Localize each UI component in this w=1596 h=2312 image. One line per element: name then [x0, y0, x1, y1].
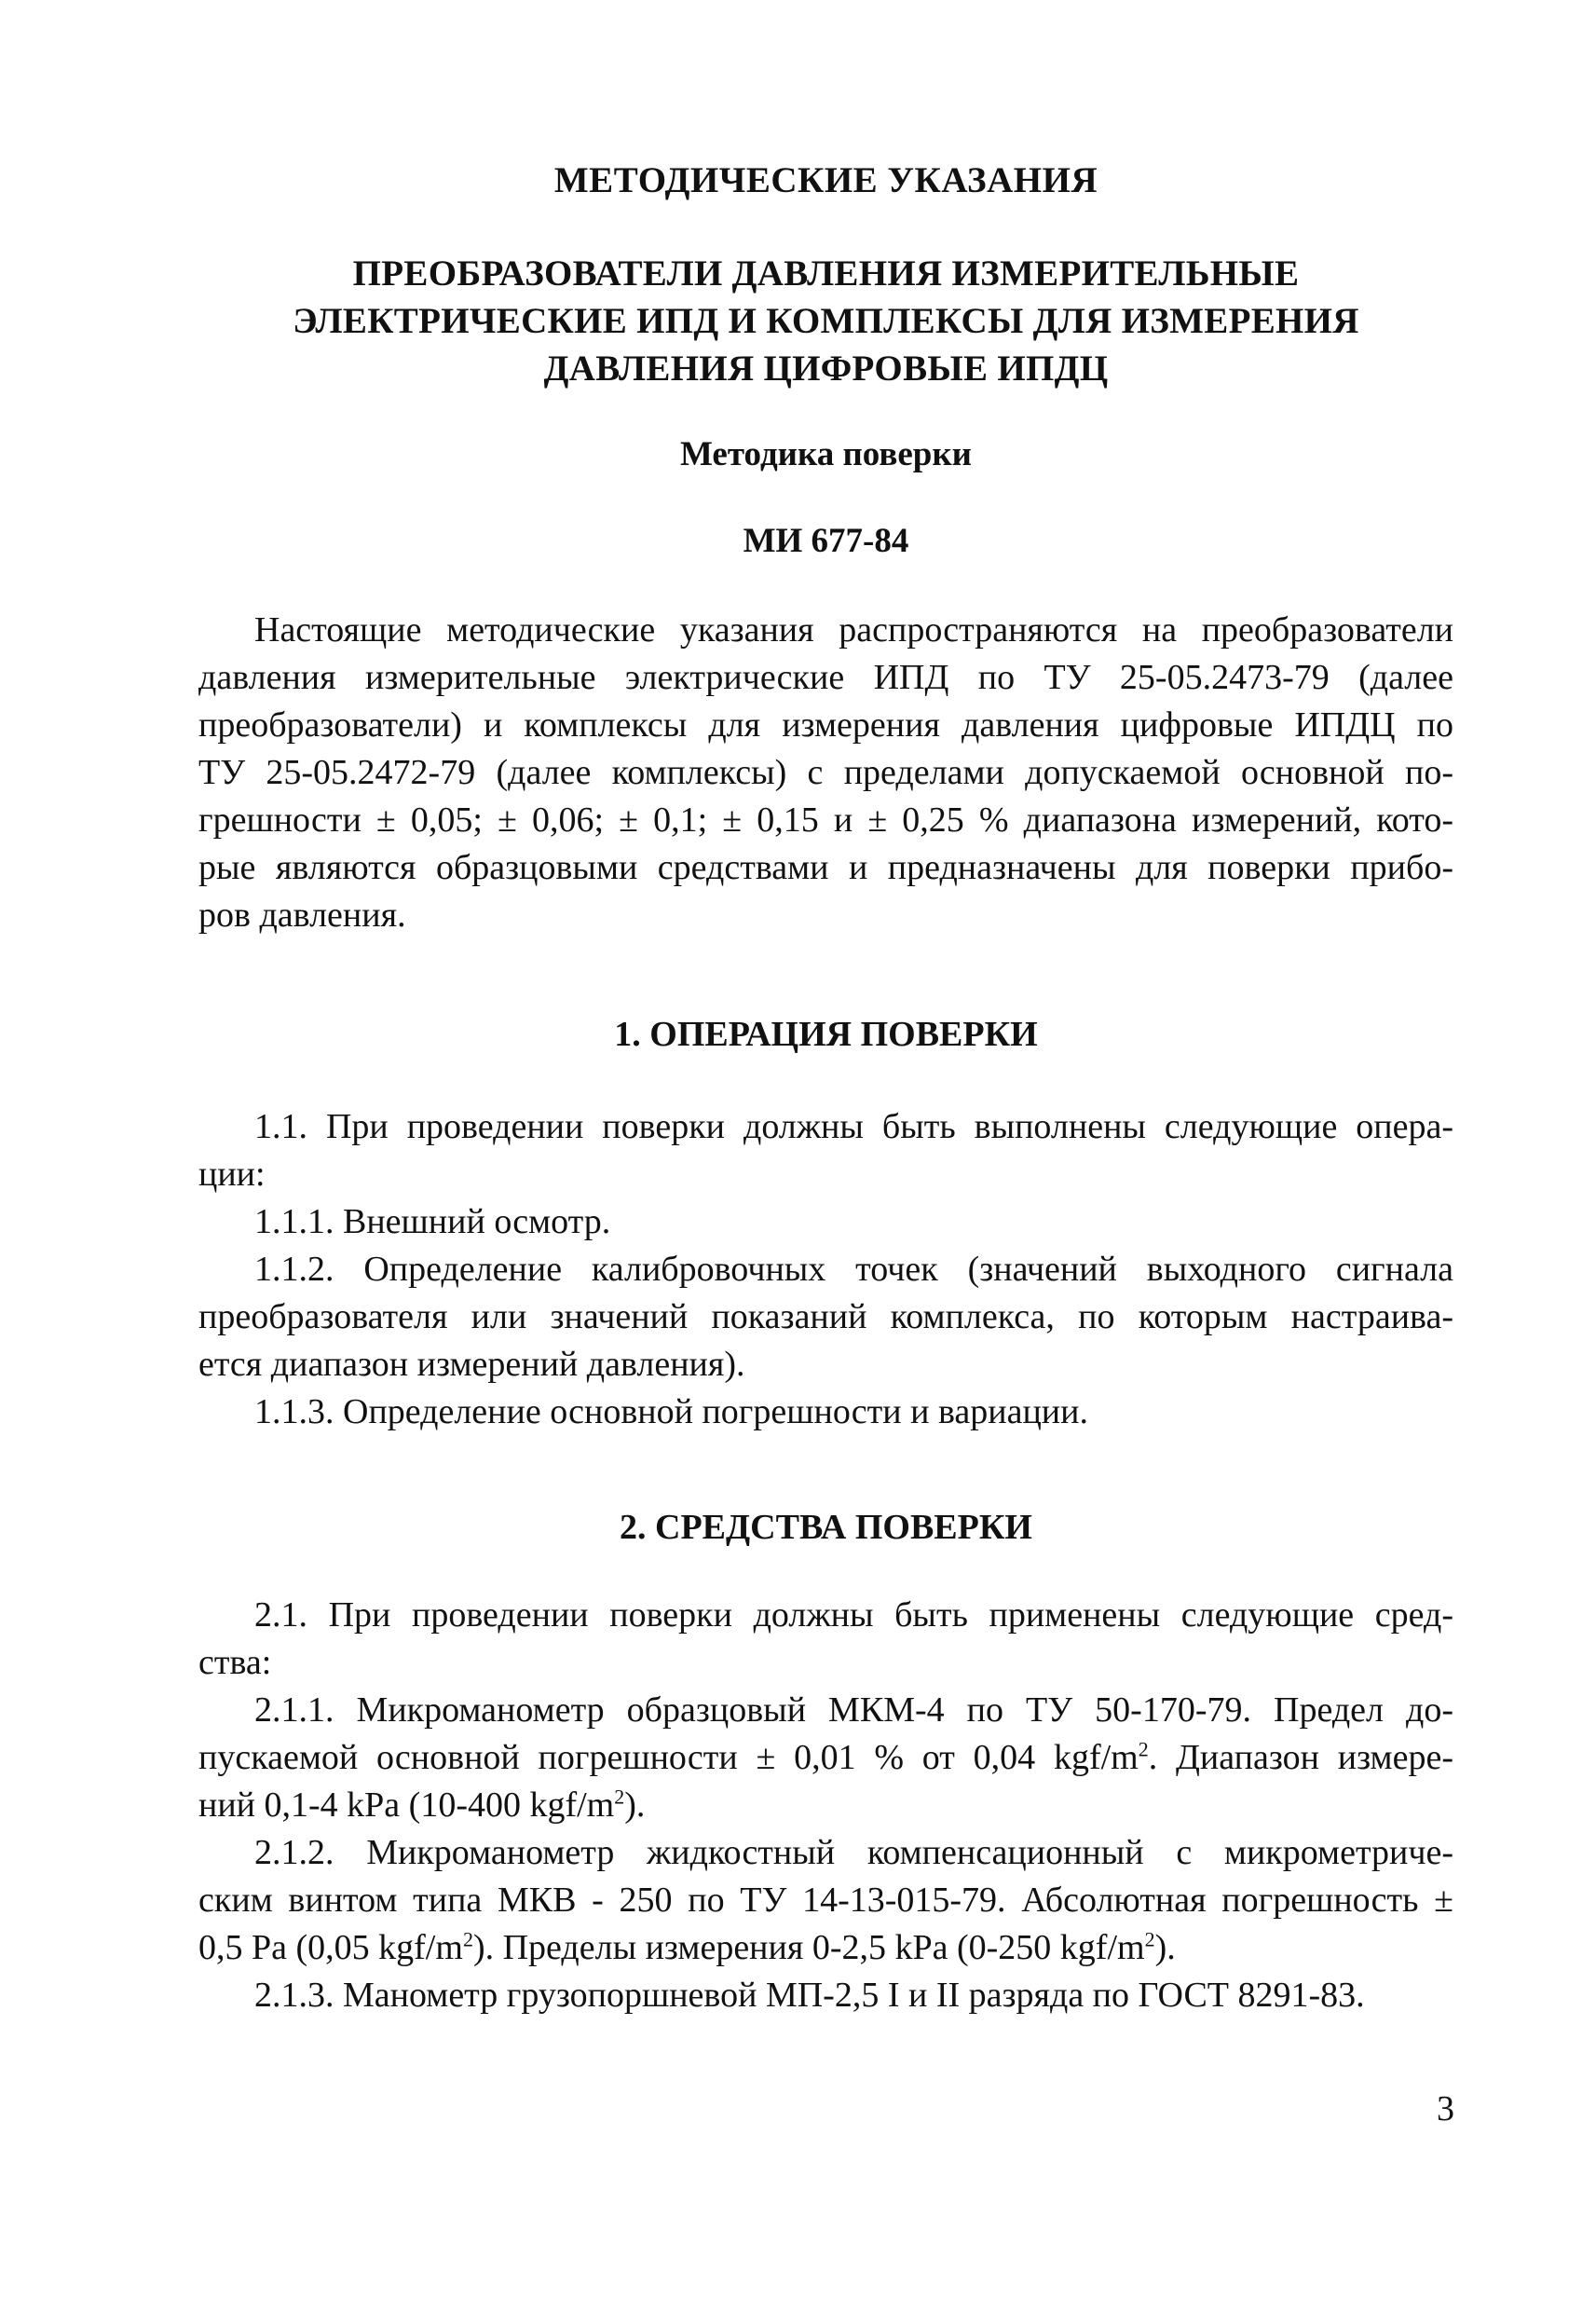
- text-line: 2.1. При проведении поверки должны быть применены следующие сред-: [254, 1595, 1453, 1635]
- section-1-heading: 1. ОПЕРАЦИЯ ПОВЕРКИ: [614, 1015, 1038, 1054]
- section-2-body: [198, 1592, 1453, 2019]
- text-line: [198, 1782, 1453, 1829]
- method-subtitle: Методика поверки: [679, 435, 973, 473]
- text-line: преобразователя или значений показаний комплекса, по которым настраива-: [198, 1297, 1453, 1336]
- superscript: 2: [462, 1927, 473, 1951]
- intro-paragraph: [198, 607, 1453, 939]
- document-code: МИ 677-84: [743, 522, 909, 560]
- text-line: ским винтом типа МКВ - 250 по ТУ 14-13-015-79. Абсолютная погрешность ±: [198, 1881, 1453, 1920]
- document-type-heading: МЕТОДИЧЕСКИЕ УКАЗАНИЯ: [553, 160, 1098, 200]
- text-line: ров давления.: [198, 896, 406, 935]
- text-line: преобразователи) и комплексы для измерения давления цифровые ИПДЦ по: [198, 705, 1453, 745]
- text-line: 1.1.2. Определение калибровочных точек (значений выходного сигнала: [254, 1250, 1453, 1289]
- section-1-body: [198, 1103, 1453, 1436]
- text-line: ции:: [198, 1155, 266, 1194]
- text-line: 1.1.3. Определение основной погрешности и вариации.: [254, 1392, 1088, 1431]
- text-fragment: ).: [1154, 1928, 1176, 1967]
- text-line: 2.1.2. Микроманометр жидкостный компенсационный с микрометриче-: [254, 1833, 1453, 1872]
- text-fragment: пускаемой основной погрешности ± 0,01 % от 0,04 kgf/m: [198, 1738, 1139, 1777]
- text-fragment: 0,5 Pa (0,05 kgf/m: [198, 1928, 463, 1967]
- text-line: [198, 1734, 1453, 1782]
- text-line: ства:: [198, 1643, 272, 1682]
- text-line: грешности ± 0,05; ± 0,06; ± 0,1; ± 0,15 и ± 0,25 % диапазона измерений, кото-: [198, 800, 1453, 840]
- title-line: ДАВЛЕНИЯ ЦИФРОВЫЕ ИПДЦ: [543, 349, 1109, 389]
- text-line: 2.1.3. Манометр грузопоршневой МП-2,5 I и II разряда по ГОСТ 8291-83.: [254, 1976, 1365, 2015]
- text-line: Настоящие методические указания распространяются на преобразователи: [254, 610, 1453, 650]
- page-number: 3: [1437, 2089, 1454, 2128]
- text-line: ТУ 25-05.2472-79 (далее комплексы) с пределами допускаемой основной по-: [198, 753, 1453, 792]
- title-line: ЭЛЕКТРИЧЕСКИЕ ИПД И КОМПЛЕКСЫ ДЛЯ ИЗМЕРЕНИЯ: [293, 301, 1359, 341]
- text-fragment: ).: [624, 1785, 646, 1825]
- text-fragment: ний 0,1-4 kPa (10-400 kgf/m: [198, 1785, 615, 1825]
- text-line: ется диапазон измерений давления).: [198, 1345, 745, 1384]
- superscript: 2: [614, 1785, 625, 1809]
- text-line: 1.1.1. Внешний осмотр.: [254, 1202, 611, 1241]
- text-line: 1.1. При проведении поверки должны быть выполнены следующие опера-: [254, 1107, 1453, 1146]
- text-line: 2.1.1. Микроманометр образцовый МКМ-4 по ТУ 50-170-79. Предел до-: [254, 1690, 1453, 1730]
- superscript: 2: [1144, 1927, 1155, 1951]
- section-2-heading: 2. СРЕДСТВА ПОВЕРКИ: [620, 1508, 1032, 1547]
- text-line: давления измерительные электрические ИПД по ТУ 25-05.2473-79 (далее: [198, 658, 1453, 697]
- title-line: ПРЕОБРАЗОВАТЕЛИ ДАВЛЕНИЯ ИЗМЕРИТЕЛЬНЫЕ: [352, 253, 1300, 294]
- document-title: [198, 250, 1453, 392]
- text-line: рые являются образцовыми средствами и предназначены для поверки прибо-: [198, 848, 1453, 887]
- superscript: 2: [1138, 1737, 1149, 1761]
- text-fragment: ). Пределы измерения 0-2,5 kPa (0-250 kgf/m: [472, 1928, 1145, 1967]
- text-fragment: . Диапазон измере-: [1148, 1738, 1453, 1777]
- text-line: [198, 1924, 1453, 1972]
